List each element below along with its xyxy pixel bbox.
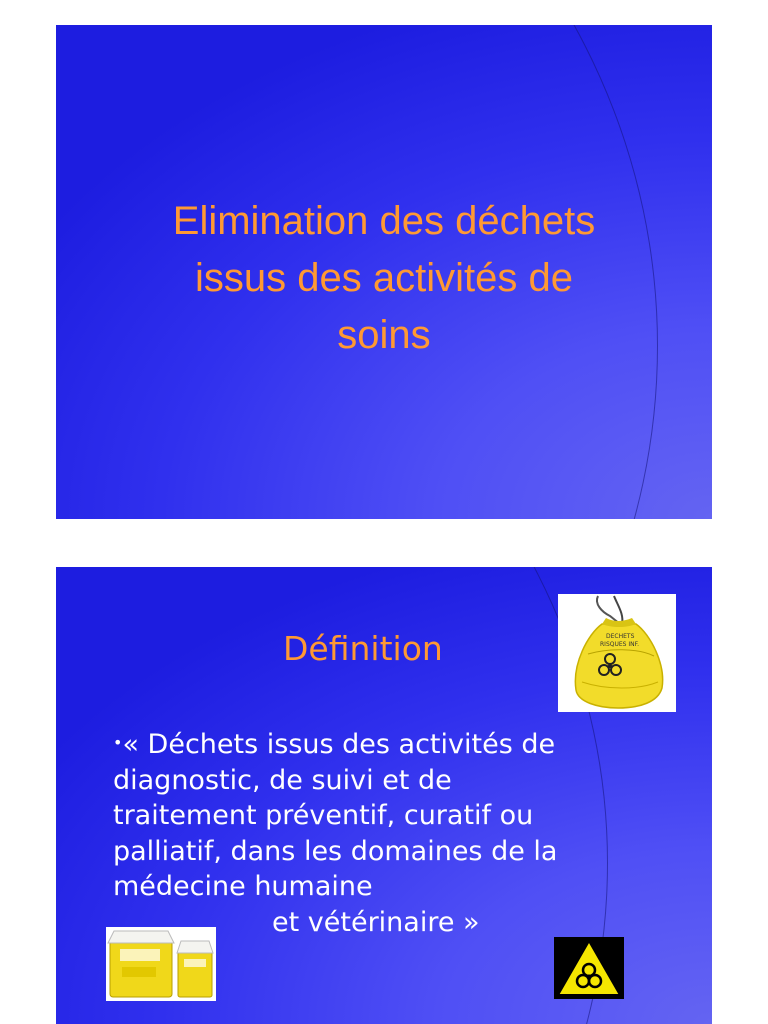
quote-line-3: traitement préventif, curatif ou	[113, 800, 534, 831]
title-line-1: Elimination des déchets	[172, 199, 596, 243]
quote-line-4: palliatif, dans les domaines de la	[113, 835, 558, 867]
quote-line-1-text: « Déchets issus des activités de	[122, 729, 556, 760]
definition-quote	[113, 725, 683, 940]
sharps-container-image	[106, 927, 216, 1001]
quote-line-6: et vétérinaire »	[272, 906, 480, 938]
slide-definition	[56, 567, 712, 1024]
svg-text:RISQUES INF.: RISQUES INF.	[600, 641, 640, 648]
bullet-marker: •	[113, 733, 123, 752]
title-line-3: soins	[337, 313, 431, 357]
quote-line-5: médecine humaine	[113, 871, 373, 902]
quote-line-2: diagnostic, de suivi et de	[113, 764, 452, 796]
title-line-2: issus des activités de	[195, 256, 573, 300]
slide-title	[56, 25, 712, 519]
definition-heading: Définition	[283, 629, 443, 668]
biohazard-symbol-image	[554, 937, 624, 999]
svg-text:DECHETS: DECHETS	[606, 633, 635, 640]
biohazard-bag-image	[558, 594, 676, 712]
slide-title-text	[96, 193, 672, 364]
quote-line-1	[113, 725, 683, 763]
